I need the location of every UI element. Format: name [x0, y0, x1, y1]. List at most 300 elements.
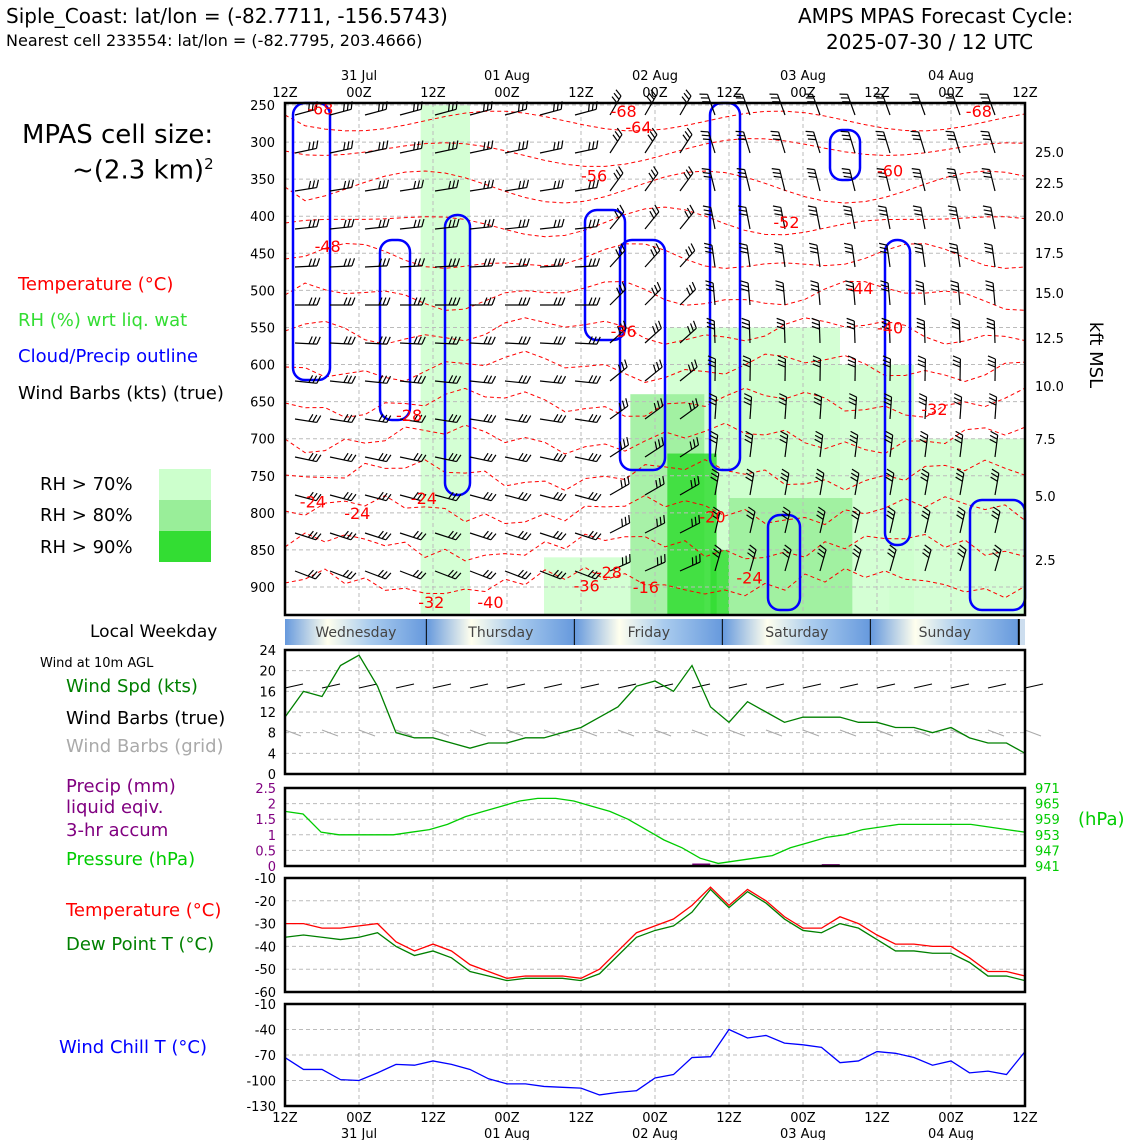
temperature-label: -68: [307, 99, 334, 119]
wind-barb: [400, 533, 421, 540]
precip-y-tick: 2.5: [255, 782, 276, 797]
wind-barb-flag: [383, 141, 384, 149]
wind-panel-title: Wind at 10m AGL: [40, 656, 154, 671]
wind-barb: [330, 227, 352, 229]
pressure-y-tick: 947: [1035, 844, 1060, 860]
wind-barb-flag: [414, 453, 418, 460]
wind-barb-flag: [344, 453, 348, 460]
wind-barb-flag: [386, 573, 391, 579]
wind-barb: [575, 148, 597, 153]
wind-barb-flag: [491, 494, 496, 500]
wind-barb: [854, 321, 855, 343]
wind-barb: [888, 283, 890, 305]
pressure-unit: (hPa): [1078, 809, 1125, 830]
wind-barb-flag: [348, 298, 351, 305]
wind-barb-flag: [317, 219, 319, 227]
wind-barb: [815, 170, 820, 191]
wind-barb-flag: [313, 298, 316, 305]
bottom-hour-label: 12Z: [568, 1111, 594, 1126]
wind-barb: [365, 148, 387, 153]
wind-barb: [540, 188, 562, 191]
wind-y-tick: 0: [267, 768, 276, 783]
wind-barb: [920, 170, 925, 191]
wind-barb-flag: [692, 282, 695, 289]
wind-barb-flag: [562, 258, 565, 266]
temperature-label: -64: [625, 118, 652, 138]
wind-barb-flag: [626, 398, 628, 406]
wind-barb-flag: [484, 414, 488, 421]
wind-barb-flag: [527, 416, 531, 423]
wind-barb: [540, 227, 562, 229]
cell-size-sup: 2: [204, 155, 214, 173]
wind-barb-flag: [317, 180, 319, 188]
wind-barb: [990, 170, 995, 191]
wind-barb-flag: [683, 135, 688, 141]
wind-barb-flag: [526, 494, 531, 500]
bottom-hour-label: 12Z: [716, 1111, 742, 1126]
wind-barb: [958, 283, 960, 305]
wind-barb: [714, 321, 715, 343]
bottom-date-label: 02 Aug: [631, 1127, 679, 1140]
wind-barb-flag: [519, 181, 521, 189]
wind-barb-flag: [387, 180, 389, 188]
wind-barb: [470, 148, 492, 153]
temperature-label: -28: [396, 405, 423, 425]
wind-barb-flag: [519, 220, 521, 228]
wind-barb-flag: [378, 570, 383, 576]
wind-barb-flag: [952, 322, 960, 325]
wind-barb-flag: [488, 180, 490, 188]
wind-barb-flag: [589, 259, 592, 267]
wind-barb: [747, 245, 750, 267]
wind-barb-flag: [558, 180, 560, 188]
wind-barb-flag: [988, 356, 995, 359]
temperature-label: -36: [610, 322, 637, 342]
wind-barb-flag: [741, 285, 749, 287]
wind-barb-flag: [492, 455, 496, 462]
wind-barb-flag: [523, 415, 527, 422]
wind-barb-flag: [519, 298, 522, 305]
wind-barb: [365, 188, 387, 191]
forecast-cycle-date: 2025-07-30 / 12 UTC: [826, 30, 1034, 54]
wind-barb: [851, 207, 855, 229]
wind-y-tick: 24: [259, 644, 276, 659]
wind-barb-flag: [629, 515, 630, 523]
pressure-tick-label: 700: [250, 432, 275, 448]
wind-barb-flag: [950, 281, 958, 283]
wind-barb-flag: [561, 534, 566, 540]
wind-barb-flag: [736, 131, 744, 132]
wind-barb-flag: [527, 376, 531, 383]
wind-barb-flag: [488, 415, 492, 422]
chill-y-tick: -100: [246, 1074, 276, 1090]
wind-barb-flag: [948, 173, 956, 174]
wind-barb-flag: [344, 492, 349, 498]
wind-barb-flag: [623, 439, 625, 447]
wind-barb-flag: [625, 517, 626, 525]
wind-barb-flag: [317, 258, 320, 266]
wind-barb-flag: [379, 414, 383, 421]
temperature-label: -40: [477, 592, 504, 612]
wind-barb-flag: [554, 298, 557, 305]
pressure-y-tick: 959: [1035, 813, 1060, 829]
wind-barb-flag: [687, 128, 692, 134]
wind-barb-flag: [309, 336, 312, 343]
wind-barb-flag: [773, 173, 781, 174]
wind-barb-flag: [558, 298, 561, 305]
wind-barb-flag: [954, 398, 961, 401]
chill-y-tick: -40: [254, 1023, 276, 1039]
wind-barb-true: [877, 684, 895, 688]
wind-barb-flag: [624, 478, 625, 486]
wind-barb-flag: [688, 246, 692, 253]
precip-y-tick: 0: [267, 860, 276, 875]
wind-barb-flag: [657, 519, 658, 527]
wind-barb-flag: [519, 492, 524, 498]
wind-barb-flag: [519, 336, 522, 343]
wind-barb-flag: [984, 210, 992, 211]
wind-barb-flag: [414, 259, 417, 267]
wind-barb-flag: [413, 570, 418, 576]
wind-barb: [816, 207, 820, 229]
wind-barb-flag: [414, 142, 415, 150]
wind-barb-flag: [772, 169, 780, 170]
wind-barb: [994, 321, 995, 343]
wind-barb-flag: [553, 531, 558, 537]
wind-barb-flag: [808, 139, 816, 140]
wind-barb-flag: [915, 281, 923, 283]
wind-barb-flag: [628, 476, 629, 484]
wind-barb-true: [581, 684, 599, 688]
wind-barb-flag: [484, 492, 489, 498]
wind-barb-true: [285, 684, 303, 688]
wind-chill-label: Wind Chill T (°C): [59, 1037, 207, 1058]
cross-section-plot: [250, 90, 1106, 615]
temperature-label: -48: [314, 236, 341, 256]
wind-barb: [921, 207, 925, 229]
wind-barb-flag: [878, 139, 886, 140]
wind-barb-flag: [589, 142, 590, 150]
wind-barb-flag: [654, 166, 658, 173]
wind-barb-flag: [317, 455, 321, 462]
wind-barb-flag: [911, 131, 919, 132]
wind-barb-flag: [383, 298, 386, 305]
legend-rh70: RH > 70%: [40, 474, 133, 495]
wind-barb-flag: [519, 375, 523, 382]
wind-barb-flag: [772, 135, 780, 136]
wind-barb-flag: [809, 176, 817, 177]
wind-barb-flag: [987, 318, 995, 321]
legend-rh: RH (%) wrt liq. wat: [18, 310, 188, 331]
wind-barb-flag: [878, 206, 886, 207]
pressure-tick-label: 300: [250, 136, 275, 152]
wind-barb-flag: [913, 173, 921, 174]
pressure-tick-label: 250: [250, 99, 275, 114]
wind-barb-flag: [879, 214, 887, 215]
wind-barb-flag: [914, 176, 922, 177]
wind-barb-flag: [348, 258, 351, 266]
pressure-tick-label: 750: [250, 469, 275, 485]
wind-barb: [819, 321, 820, 343]
temperature-label: -68: [965, 101, 992, 121]
wind-barb-flag: [737, 169, 745, 170]
wind-barb-flag: [316, 534, 321, 540]
wind-barb-flag: [312, 572, 317, 578]
wind-barb-flag: [660, 360, 662, 368]
bottom-date-label: 31 Jul: [340, 1127, 378, 1140]
weekday-title: Local Weekday: [90, 622, 218, 642]
wind-barb-flag: [554, 492, 559, 498]
wind-barb-flag: [589, 375, 593, 382]
kft-tick-label: 17.5: [1035, 247, 1064, 262]
wind-barb-flag: [808, 173, 816, 174]
wind-barb-flag: [487, 532, 492, 538]
wind-barb-flag: [309, 298, 312, 305]
wind-barb-flag: [656, 244, 660, 251]
wind-barb: [295, 188, 317, 191]
wind-barb-flag: [414, 220, 416, 228]
wind-barb: [470, 266, 492, 267]
wind-barb: [505, 188, 527, 191]
wind-barb-flag: [981, 131, 989, 132]
wind-barb: [470, 571, 491, 579]
wind-barb-flag: [527, 180, 529, 188]
wind-barb-flag: [562, 416, 566, 423]
wind-barb-flag: [701, 131, 709, 132]
wind-barb-flag: [771, 131, 779, 132]
dew-label: Dew Point T (°C): [66, 934, 215, 955]
wind-barb-flag: [613, 135, 618, 141]
kft-tick-label: 2.5: [1035, 554, 1056, 569]
wind-barb-flag: [953, 360, 960, 363]
wind-barb-flag: [352, 219, 354, 227]
wind-barb-flag: [593, 376, 597, 383]
wind-barb-flag: [987, 322, 995, 325]
wind-barb-flag: [593, 454, 597, 461]
weekday-label: Wednesday: [315, 625, 397, 641]
wind-barb-flag: [523, 454, 527, 461]
wind-barb-flag: [526, 573, 531, 579]
wind-barb-flag: [948, 139, 956, 140]
wind-barb-flag: [592, 532, 597, 538]
wind-barb-flag: [348, 141, 349, 149]
chill-y-tick: -10: [254, 998, 276, 1013]
wind-barb-flag: [597, 376, 601, 383]
weekday-label: Friday: [627, 625, 671, 641]
pressure-y-tick: 953: [1035, 828, 1060, 844]
wind-barb-flag: [527, 258, 530, 266]
wind-barb-true: [618, 684, 636, 688]
wind-y-tick: 12: [259, 706, 276, 721]
wind-barb-flag: [985, 281, 993, 283]
pressure-tick-label: 400: [250, 210, 275, 226]
wind-barb-flag: [383, 337, 386, 344]
wind-barb: [645, 135, 657, 153]
wind-barb-flag: [811, 285, 819, 287]
wind-barb-flag: [842, 135, 850, 136]
wind-barb-flag: [702, 169, 710, 170]
wind-barb-flag: [949, 210, 957, 211]
wind-barb-flag: [844, 243, 852, 245]
wind-barb-flag: [776, 285, 784, 287]
wind-barb: [852, 245, 855, 267]
legend-rh80: RH > 80%: [40, 505, 133, 526]
wind-barb: [400, 227, 422, 229]
wind-barb: [782, 245, 785, 267]
temperature-label: -28: [595, 563, 622, 583]
wind-barb-flag: [488, 258, 491, 266]
wind-barb-flag: [593, 141, 594, 149]
wind-barb-flag: [309, 220, 311, 228]
wind-barb-flag: [622, 362, 624, 370]
wind-barb-flag: [488, 337, 491, 344]
wind-barb-flag: [387, 455, 391, 462]
wind-barb: [330, 148, 352, 153]
wind-speed-label: Wind Spd (kts): [66, 676, 198, 697]
bottom-hour-label: 12Z: [272, 1111, 298, 1126]
wind-barb-flag: [383, 376, 387, 383]
wind-barb-flag: [313, 219, 315, 227]
wind-barb-flag: [352, 455, 356, 462]
wind-barb-flag: [983, 173, 991, 174]
wind-barb-flag: [597, 455, 601, 462]
temp-y-tick: -40: [254, 940, 276, 956]
wind-barb-true: [470, 684, 488, 688]
wind-barb-flag: [914, 214, 922, 215]
wind-barb-flag: [773, 206, 781, 207]
wind-barb-flag: [527, 219, 529, 227]
wind-barb-flag: [876, 131, 884, 132]
wind-barb-flag: [657, 282, 660, 289]
legend-temperature: Temperature (°C): [18, 274, 174, 295]
temp-label: Temperature (°C): [66, 900, 222, 921]
wind-barb-flag: [614, 93, 619, 99]
wind-barb-flag: [982, 135, 990, 136]
wind-barb-flag: [484, 259, 487, 267]
legend-cloud: Cloud/Precip outline: [18, 346, 199, 367]
wind-barb-flag: [518, 531, 523, 537]
wind-barb-flag: [418, 180, 420, 188]
wind-barb-flag: [309, 181, 311, 189]
wind-barb-flag: [918, 360, 925, 363]
wind-barb-flag: [921, 431, 928, 435]
bottom-date-label: 04 Aug: [927, 1127, 975, 1140]
pressure-label: Pressure (hPa): [66, 849, 196, 870]
bottom-date-label: 01 Aug: [483, 1127, 531, 1140]
wind-barb-flag: [523, 219, 525, 227]
wind-barb-flag: [685, 211, 689, 218]
wind-barb-flag: [952, 318, 960, 321]
wind-barb-true: [544, 684, 562, 688]
wind-barb: [505, 266, 527, 267]
wind-barb-flag: [343, 570, 348, 576]
wind-barb-flag: [775, 247, 783, 249]
wind-barb: [713, 283, 715, 305]
wind-barb-flag: [844, 214, 852, 215]
wind-barb: [610, 523, 630, 533]
top-hour-label: 12Z: [716, 86, 742, 101]
wind-barb: [470, 188, 492, 191]
wind-barb: [922, 245, 925, 267]
wind-barb-flag: [953, 356, 960, 359]
precip-y-tick: 1.5: [255, 813, 276, 829]
wind-barb-flag: [916, 285, 924, 287]
wind-barb-flag: [382, 572, 387, 578]
wind-barb-flag: [554, 453, 558, 460]
wind-barb-flag: [382, 532, 387, 538]
wind-barb-flag: [554, 181, 556, 189]
kft-tick-label: 25.0: [1035, 146, 1064, 161]
wind-barb: [575, 266, 597, 267]
wind-barb: [365, 571, 386, 579]
kft-tick-label: 12.5: [1035, 332, 1064, 347]
wind-barb: [957, 245, 960, 267]
wind-barb-flag: [589, 492, 594, 498]
wind-barb-flag: [692, 519, 693, 527]
wind-barb-flag: [808, 206, 816, 207]
wind-barb-flag: [387, 219, 389, 227]
wind-barb-flag: [984, 176, 992, 177]
temperature-label: -24: [410, 489, 437, 509]
wind-barb: [923, 283, 925, 305]
wind-barb-flag: [526, 534, 531, 540]
wind-barb-flag: [985, 247, 993, 249]
pressure-tick-label: 850: [250, 543, 275, 559]
wind-barb-flag: [777, 318, 785, 321]
wind-barb-flag: [313, 415, 317, 422]
bottom-hour-label: 00Z: [494, 1111, 520, 1126]
cell-size-title: MPAS cell size:: [22, 120, 214, 150]
wind-barb-flag: [313, 258, 316, 266]
wind-barb: [400, 266, 422, 267]
wind-barb-flag: [309, 259, 312, 267]
wind-y-tick: 8: [267, 726, 276, 742]
top-hour-label: 12Z: [864, 86, 890, 101]
wind-barb-true: [803, 684, 821, 688]
wind-barb-flag: [344, 142, 345, 150]
wind-barb-true: [1025, 684, 1043, 688]
wind-barb-flag: [519, 259, 522, 267]
wind-barb-flag: [558, 376, 562, 383]
wind-barb-flag: [949, 176, 957, 177]
forecast-cycle-title: AMPS MPAS Forecast Cycle:: [798, 4, 1074, 28]
wind-barb: [746, 207, 750, 229]
top-date-label: 03 Aug: [779, 69, 827, 84]
wind-barb-true: [507, 684, 525, 688]
wind-barb-flag: [775, 281, 783, 283]
wind-barb-flag: [562, 298, 565, 305]
wind-speed-line: [285, 655, 1025, 753]
wind-barb-flag: [657, 362, 659, 370]
wind-barb-flag: [523, 298, 526, 305]
bottom-date-label: 03 Aug: [779, 1127, 827, 1140]
wind-barb-flag: [309, 414, 313, 421]
wind-barb-flag: [986, 285, 994, 287]
wind-barb-flag: [383, 219, 385, 227]
wind-barb-flag: [843, 139, 851, 140]
rh-shading-7: [711, 550, 730, 615]
wind-barb: [295, 533, 316, 540]
wind-barb-flag: [950, 247, 958, 249]
wind-barb-flag: [807, 169, 815, 170]
top-hour-label: 12Z: [1012, 86, 1038, 101]
wind-barb: [505, 109, 526, 115]
wind-barb-flag: [777, 322, 785, 325]
wind-barb-flag: [742, 322, 750, 325]
wind-barb-flag: [951, 285, 959, 287]
bottom-hour-label: 00Z: [642, 1111, 668, 1126]
wind-barb: [817, 245, 820, 267]
